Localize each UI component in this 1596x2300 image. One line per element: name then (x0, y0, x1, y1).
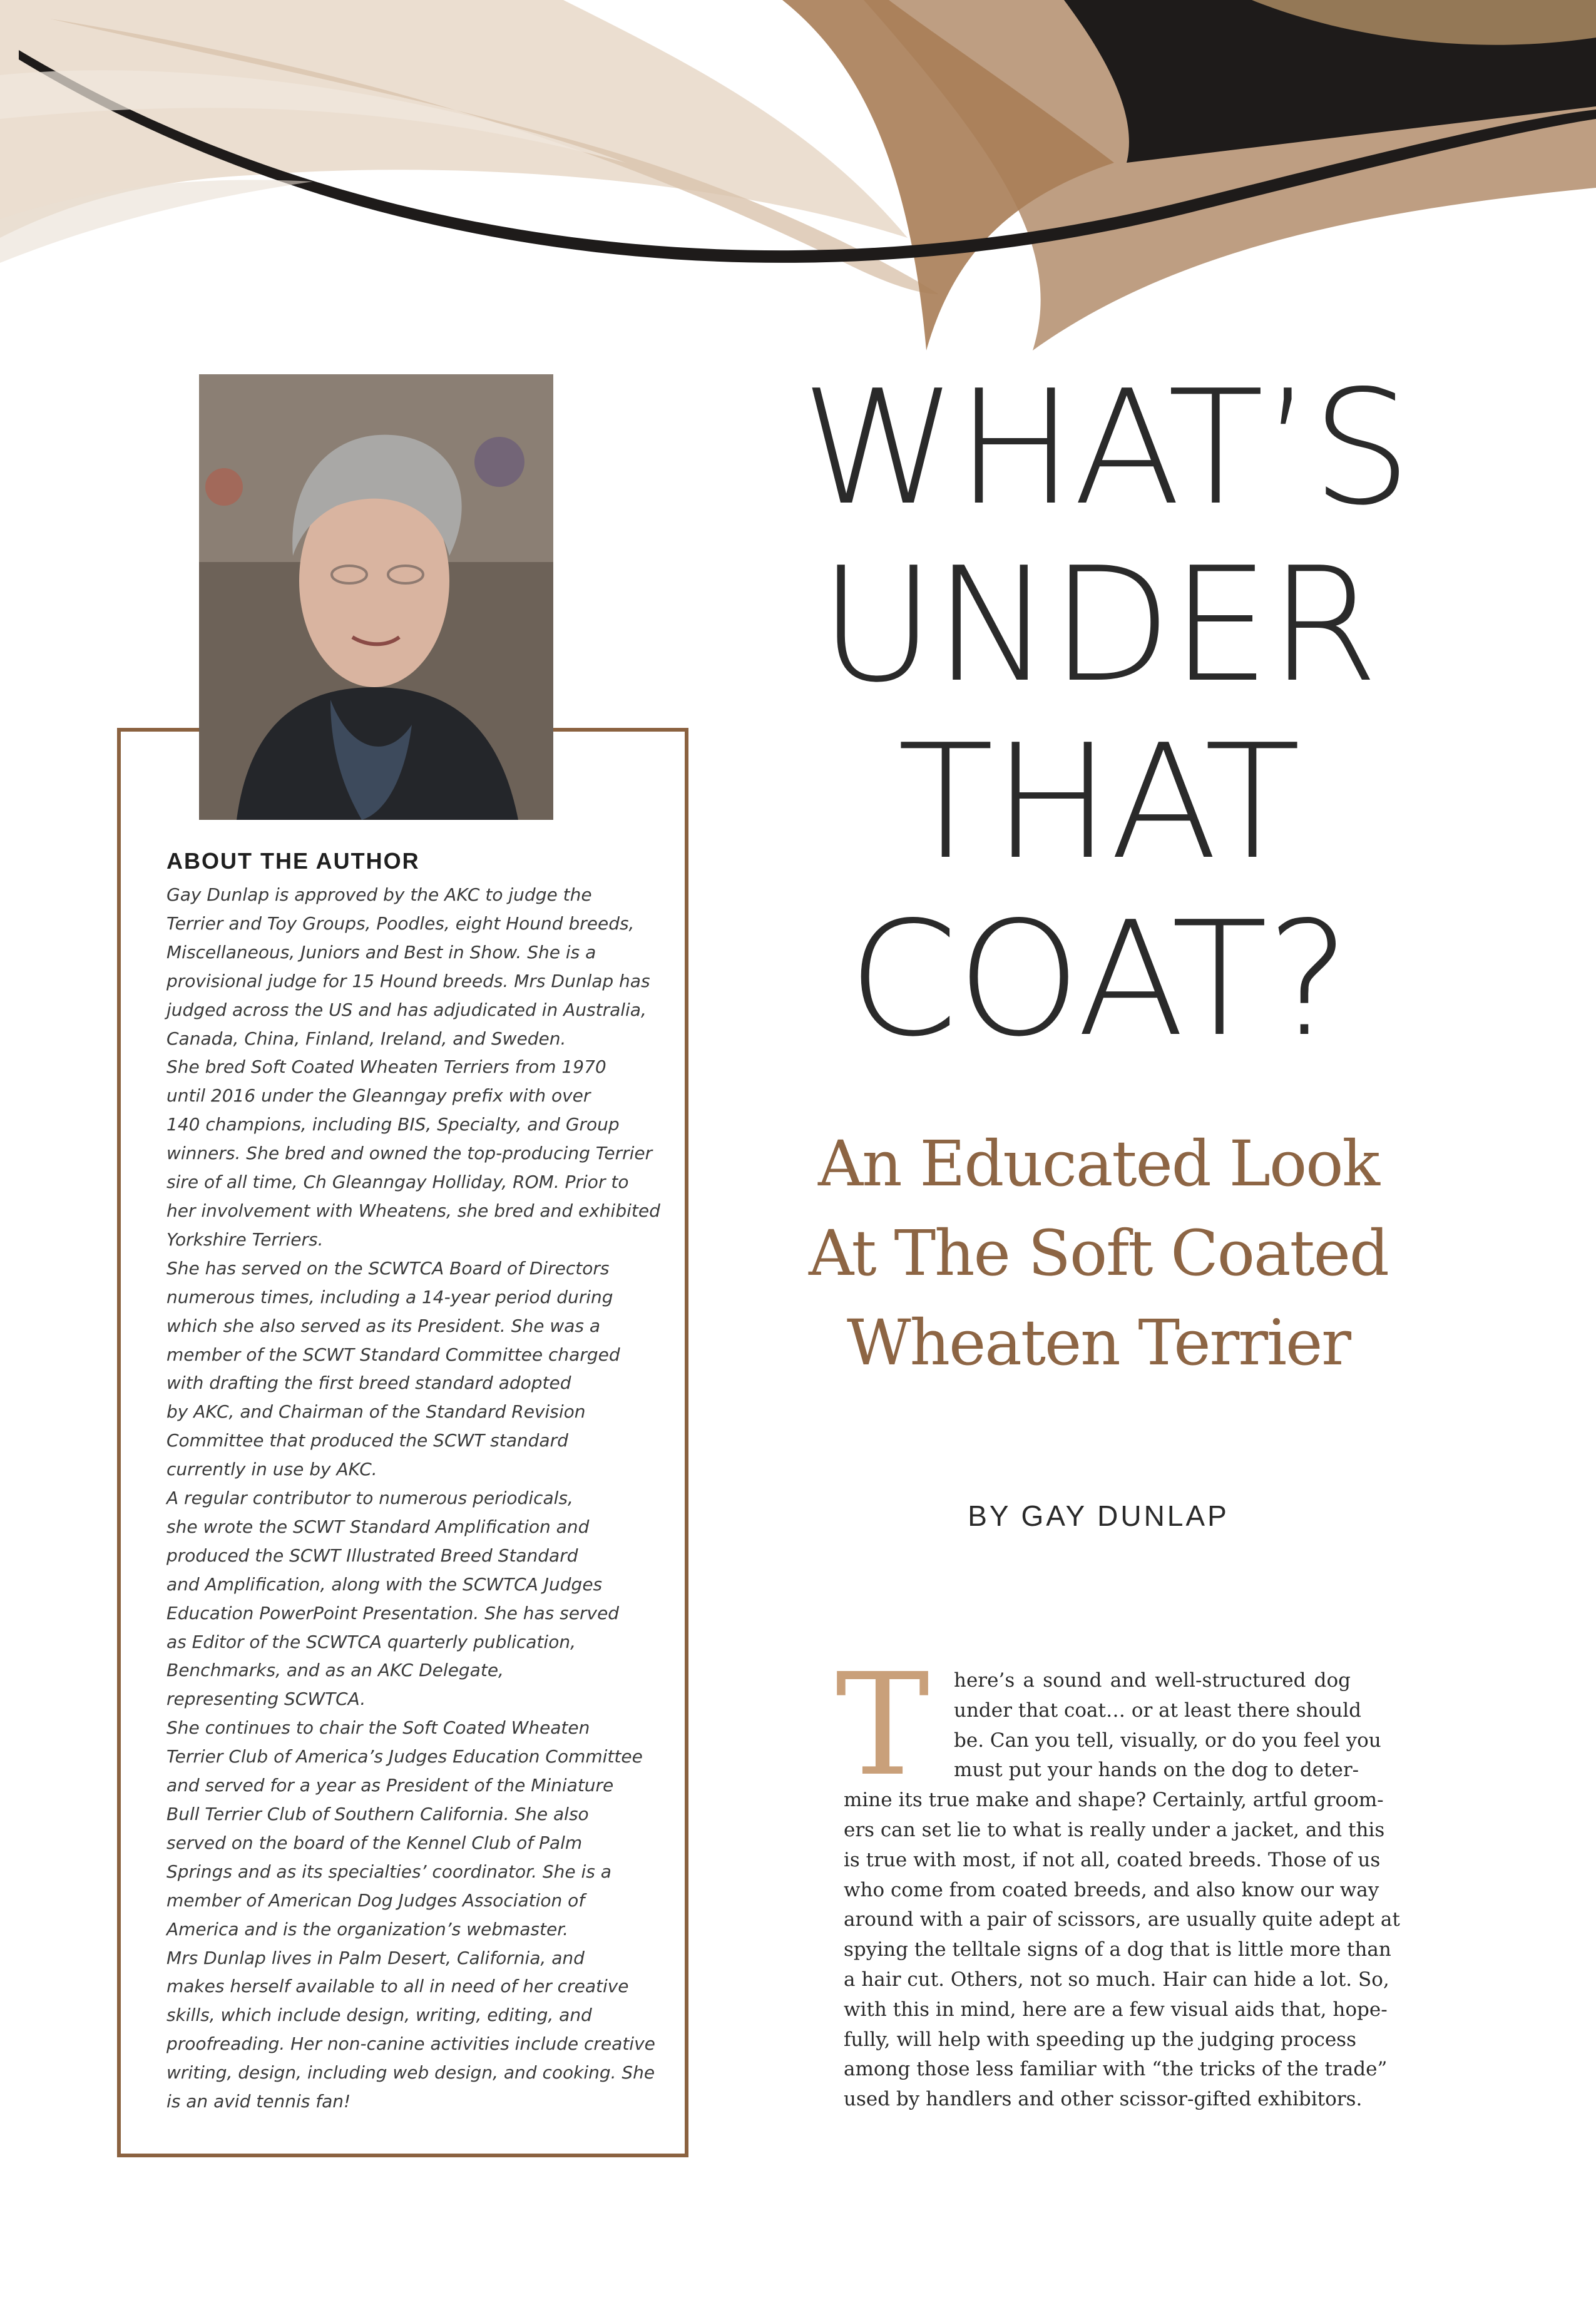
article-headline (801, 357, 1411, 1071)
bio-line: Yorkshire Terriers. (166, 1229, 324, 1250)
bio-line: Canada, China, Finland, Ireland, and Sweden. (166, 1028, 566, 1049)
bio-line: Springs and as its specialties’ coordinator. She is a (166, 1861, 611, 1882)
body-line: ers can set lie to what is really under a jacket, and this (844, 1818, 1385, 1841)
bio-line: provisional judge for 15 Hound breeds. Mrs Dunlap has (166, 970, 650, 991)
bio-line: by AKC, and Chairman of the Standard Revision (166, 1401, 586, 1423)
bio-line: served on the board of the Kennel Club of Palm (166, 1832, 583, 1853)
bio-line: Bull Terrier Club of Southern California. She also (166, 1804, 589, 1824)
bio-line: currently in use by AKC. (166, 1459, 377, 1480)
bio-line: judged across the US and has adjudicated in Australia, (166, 999, 647, 1020)
body-line: spying the telltale signs of a dog that is little more than (844, 1938, 1391, 1961)
bio-line: proofreading. Her non-canine activities include creative (166, 2033, 655, 2055)
body-line: here’s a sound and well-structured dog (954, 1669, 1351, 1692)
bio-line: makes herself available to all in need of her creative (166, 1976, 629, 1997)
bio-line: Mrs Dunlap lives in Palm Desert, California, and (166, 1947, 585, 1968)
bio-line: produced the SCWT Illustrated Breed Standard (166, 1545, 578, 1566)
bio-line: Benchmarks, and as an AKC Delegate, (166, 1660, 504, 1681)
body-line: must put your hands on the dog to deter- (954, 1759, 1359, 1782)
subheadline-line: Wheaten Terrier (846, 1306, 1351, 1379)
headline-line: WHAT’S (801, 357, 1411, 540)
bio-line: She has served on the SCWTCA Board of Directors (166, 1257, 610, 1279)
bio-line: Terrier Club of America’s Judges Education Committee (166, 1746, 643, 1767)
bio-line: A regular contributor to numerous periodicals, (166, 1488, 573, 1509)
bio-line: which she also served as its President. She was a (166, 1315, 601, 1336)
bio-line: she wrote the SCWT Standard Amplification and (166, 1516, 590, 1537)
article-subheadline (776, 1119, 1421, 1388)
headline-line: UNDER (819, 534, 1378, 717)
bio-line: numerous times, including a 14-year period during (166, 1286, 613, 1307)
bio-line: and Amplification, along with the SCWTCA Judges (166, 1573, 603, 1595)
bio-line: 140 champions, including BIS, Specialty, and Group (166, 1114, 620, 1135)
body-line: fully, will help with speeding up the judging process (844, 2028, 1357, 2051)
body-line: a hair cut. Others, not so much. Hair can hide a lot. So, (844, 1968, 1389, 1991)
bio-line: Education PowerPoint Presentation. She has served (166, 1602, 620, 1623)
bio-line: Miscellaneous, Juniors and Best in Show. She is a (166, 941, 596, 963)
body-line: used by handlers and other scissor-gifted exhibitors. (844, 2088, 1363, 2111)
article-body (844, 1666, 1400, 2115)
body-line: be. Can you tell, visually, or do you feel you (954, 1729, 1381, 1752)
body-line: who come from coated breeds, and also know our way (844, 1878, 1379, 1901)
drop-cap: T (836, 1643, 930, 1807)
bio-line: She continues to chair the Soft Coated Wheaten (166, 1717, 590, 1739)
subheadline-line: At The Soft Coated (809, 1217, 1388, 1290)
bio-line: Gay Dunlap is approved by the AKC to judge the (166, 884, 592, 905)
bio-line: as Editor of the SCWTCA quarterly publication, (166, 1631, 576, 1652)
body-line: with this in mind, here are a few visual aids that, hope- (844, 1998, 1388, 2021)
about-author-heading: ABOUT THE AUTHOR (166, 848, 420, 874)
author-bio (166, 881, 660, 2116)
bio-line: She bred Soft Coated Wheaten Terriers from 1970 (166, 1056, 606, 1078)
bio-line: until 2016 under the Gleanngay prefix with over (166, 1085, 591, 1107)
bio-line: with drafting the first breed standard adopted (166, 1372, 571, 1394)
body-line: is true with most, if not all, coated breeds. Those of us (844, 1848, 1381, 1871)
body-line: mine its true make and shape? Certainly, artful groom- (844, 1789, 1384, 1812)
bio-line: writing, design, including web design, and cooking. She (166, 2062, 655, 2083)
bio-line: Committee that produced the SCWT standard (166, 1430, 568, 1451)
bio-line: winners. She bred and owned the top-producing Terrier (166, 1143, 653, 1164)
bio-line: skills, which include design, writing, editing, and (166, 2005, 592, 2026)
bio-line: America and is the organization’s webmaster. (166, 1918, 569, 1940)
bio-line: Terrier and Toy Groups, Poodles, eight Hound breeds, (166, 912, 635, 934)
bio-line: member of the SCWT Standard Committee charged (166, 1344, 620, 1365)
bio-line: is an avid tennis fan! (166, 2091, 351, 2112)
subheadline-line: An Educated Look (817, 1127, 1379, 1200)
body-line: around with a pair of scissors, are usually quite adept at (844, 1908, 1400, 1931)
bio-line: her involvement with Wheatens, she bred and exhibited (166, 1200, 660, 1221)
bio-line: member of American Dog Judges Association of (166, 1889, 585, 1911)
byline: BY GAY DUNLAP (968, 1500, 1229, 1532)
body-line: under that coat… or at least there should (954, 1699, 1361, 1722)
bio-line: and served for a year as President of the Miniature (166, 1775, 614, 1796)
bio-line: representing SCWTCA. (166, 1689, 366, 1710)
headline-line: COAT? (847, 888, 1349, 1071)
headline-line: THAT (897, 711, 1300, 894)
body-line: among those less familiar with “the tricks of the trade” (844, 2058, 1388, 2081)
bio-line: sire of all time, Ch Gleanngay Holliday, ROM. Prior to (166, 1172, 629, 1193)
